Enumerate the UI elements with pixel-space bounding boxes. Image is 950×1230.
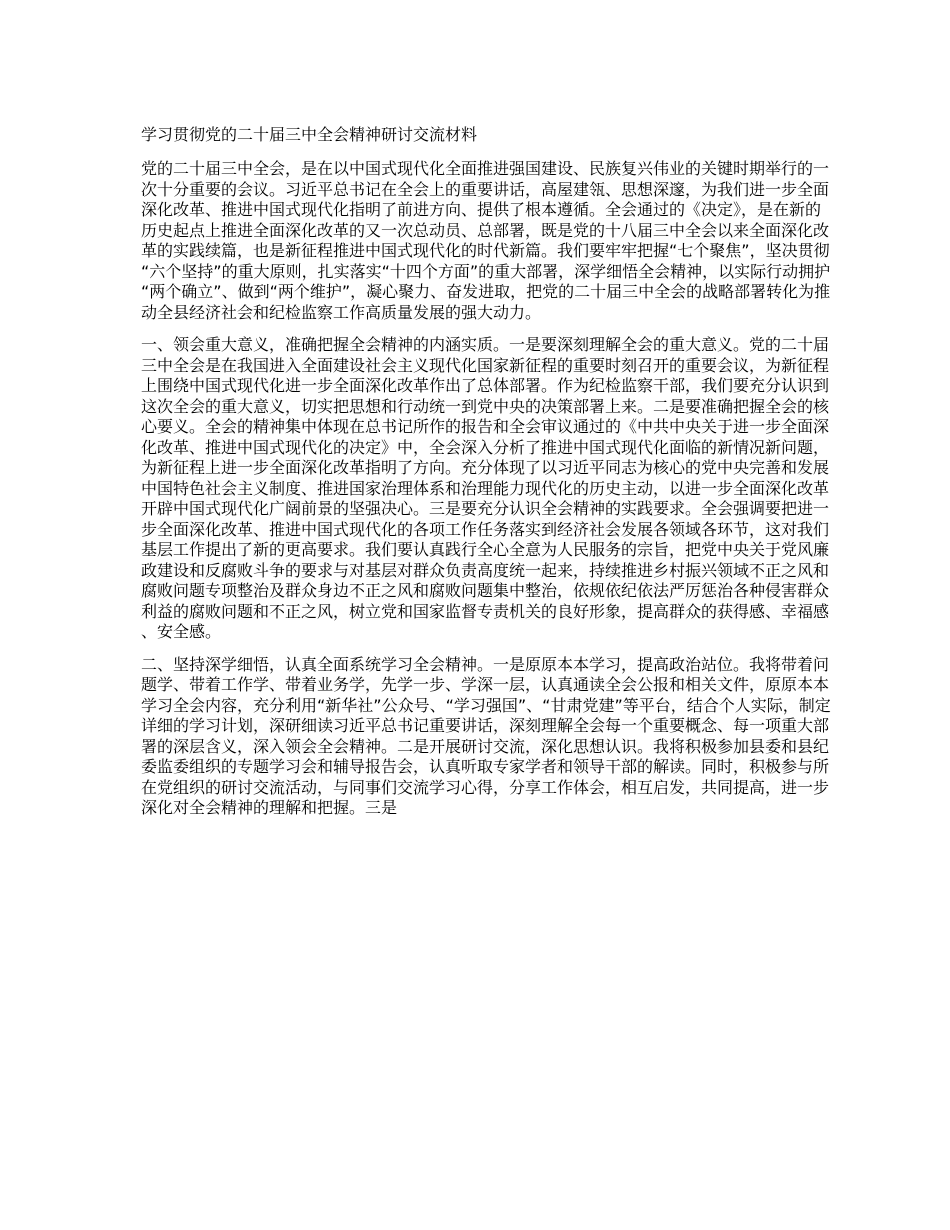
paragraph-section-one: 一、领会重大意义，准确把握全会精神的内涵实质。一是要深刻理解全会的重大意义。党的二十届三中全会是在我国进入全面建设社会主义现代化国家新征程的重要时刻召开的重要会议，为新征程上围绕中国式现代化进一步全面深化改革作出了总体部署。作为纪检监察干部，我们要充分认识到这次全会的重大意义，切实把思想和行动统一到党中央的决策部署上来。二是要准确把握全会的核心要义。全会的精神集中体现在总书记所作的报告和全会审议通过的《中共中央关于进一步全面深化改革、推进中国式现代化的决定》中，全会深入分析了推进中国式现代化面临的新情况新问题，为新征程上进一步全面深化改革指明了方向。充分体现了以习近平同志为核心的党中央完善和发展中国特色社会主义制度、推进国家治理体系和治理能力现代化的历史主动，以进一步全面深化改革开辟中国式现代化广阔前景的坚强决心。三是要充分认识全会精神的实践要求。全会强调要把进一步全面深化改革、推进中国式现代化的各项工作任务落实到经济社会发展各领域各环节，这对我们基层工作提出了新的更高要求。我们要认真践行全心全意为人民服务的宗旨，把党中央关于党风廉政建设和反腐败斗争的要求与对基层对群众负责高度统一起来，持续推进乡村振兴领域不正之风和腐败问题专项整治及群众身边不正之风和腐败问题集中整治，依规依纪依法严厉惩治各种侵害群众利益的腐败问题和不正之风，树立党和国家监督专责机关的良好形象，提高群众的获得感、幸福感、安全感。: [141, 335, 830, 641]
document-body: [141, 122, 831, 831]
paragraph-intro: 党的二十届三中全会，是在以中国式现代化全面推进强国建设、民族复兴伟业的关键时期举行的一次十分重要的会议。习近平总书记在全会上的重要讲话，高屋建瓴、思想深邃，为我们进一步全面深化改革、推进中国式现代化指明了前进方向、提供了根本遵循。全会通过的《决定》，是在新的历史起点上推进全面深化改革的又一次总动员、总部署，既是党的十八届三中全会以来全面深化改革的实践续篇，也是新征程推进中国式现代化的时代新篇。我们要牢牢把握“七个聚焦”，坚决贯彻“六个坚持”的重大原则，扎实落实“十四个方面”的重大部署，深学细悟全会精神，以实际行动拥护“两个确立”、做到“两个维护”，凝心聚力、奋发进取，把党的二十届三中全会的战略部署转化为推动全县经济社会和纪检监察工作高质量发展的强大动力。: [141, 159, 831, 322]
document-title: 学习贯彻党的二十届三中全会精神研讨交流材料: [141, 125, 478, 144]
paragraph-section-two: 二、坚持深学细悟，认真全面系统学习全会精神。一是原原本本学习，提高政治站位。我将带着问题学、带着工作学、带着业务学，先学一步、学深一层，认真通读全会公报和相关文件，原原本本学习全会内容，充分利用“新华社”公众号、“学习强国”、“甘肃党建”等平台，结合个人实际，制定详细的学习计划，深研细读习近平总书记重要讲话，深刻理解全会每一个重要概念、每一项重大部署的深层含义，深入领会全会精神。二是开展研讨交流，深化思想认识。我将积极参加县委和县纪委监委组织的专题学习会和辅导报告会，认真听取专家学者和领导干部的解读。同时，积极参与所在党组织的研讨交流活动，与同事们交流学习心得，分享工作体会，相互启发，共同提高，进一步深化对全会精神的理解和把握。三是: [141, 654, 831, 817]
